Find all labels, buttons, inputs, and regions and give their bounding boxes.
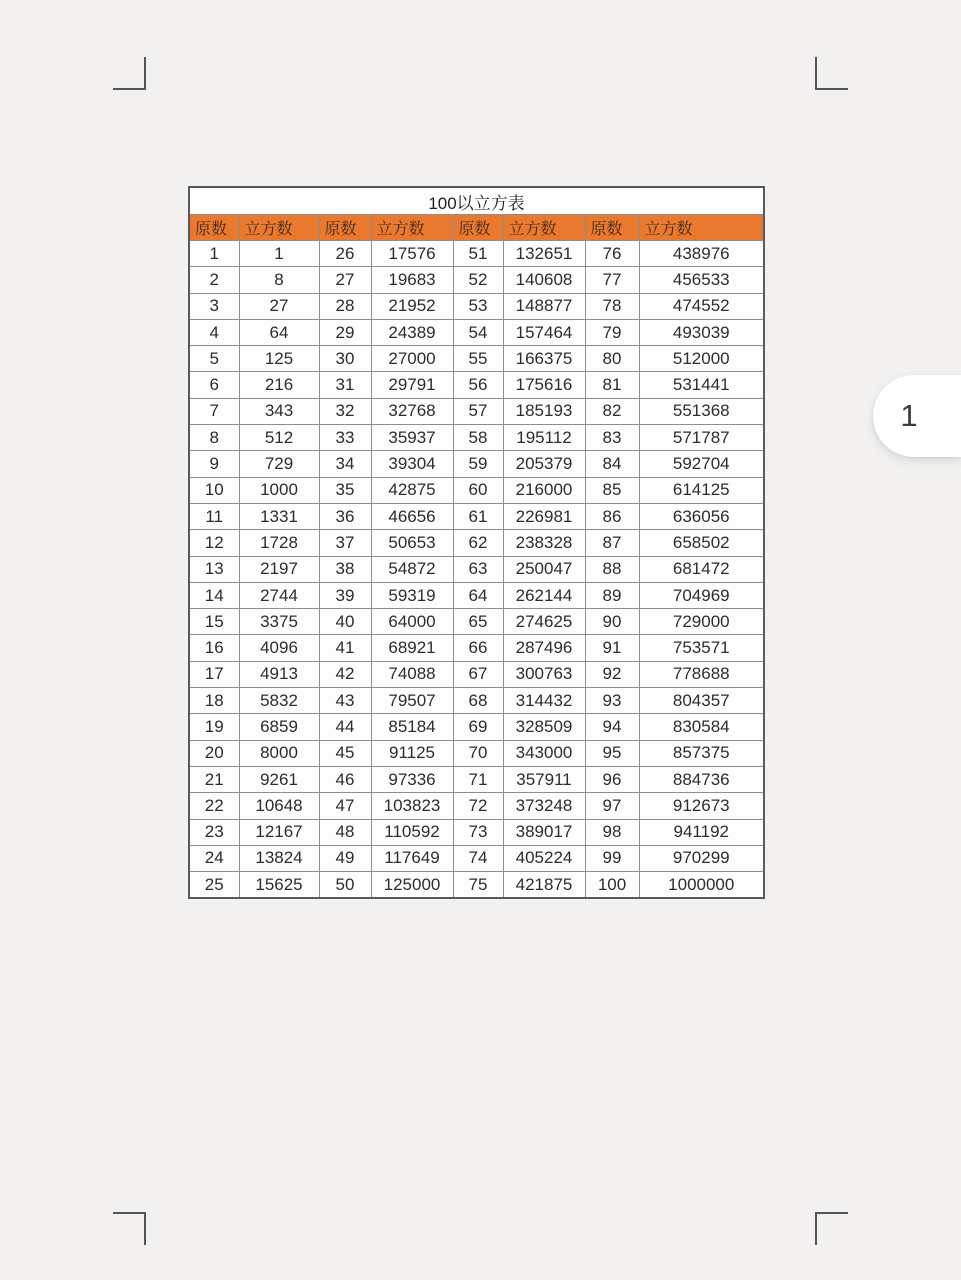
cell-base-number: 31 (319, 372, 371, 398)
cell-base-number: 42 (319, 661, 371, 687)
column-header-cube-3: 立方数 (503, 215, 585, 241)
cell-base-number: 72 (453, 793, 503, 819)
cell-base-number: 43 (319, 688, 371, 714)
cell-cube-value: 970299 (639, 845, 764, 871)
cell-base-number: 11 (189, 503, 239, 529)
cell-cube-value: 175616 (503, 372, 585, 398)
cell-cube-value: 24389 (371, 319, 453, 345)
cell-cube-value: 195112 (503, 425, 585, 451)
cell-cube-value: 54872 (371, 556, 453, 582)
cell-cube-value: 15625 (239, 872, 319, 899)
cell-base-number: 85 (585, 477, 639, 503)
cell-cube-value: 438976 (639, 241, 764, 267)
cell-cube-value: 884736 (639, 766, 764, 792)
cell-cube-value: 729 (239, 451, 319, 477)
cell-cube-value: 941192 (639, 819, 764, 845)
cell-cube-value: 91125 (371, 740, 453, 766)
cell-base-number: 83 (585, 425, 639, 451)
cell-cube-value: 531441 (639, 372, 764, 398)
cell-cube-value: 64 (239, 319, 319, 345)
cell-cube-value: 551368 (639, 398, 764, 424)
cell-cube-value: 74088 (371, 661, 453, 687)
cell-cube-value: 140608 (503, 267, 585, 293)
cell-base-number: 86 (585, 503, 639, 529)
cell-cube-value: 1000 (239, 477, 319, 503)
column-header-cube-2: 立方数 (371, 215, 453, 241)
cell-cube-value: 262144 (503, 582, 585, 608)
table-row (189, 688, 764, 714)
table-row (189, 556, 764, 582)
cell-cube-value: 373248 (503, 793, 585, 819)
cell-cube-value: 185193 (503, 398, 585, 424)
cell-base-number: 62 (453, 530, 503, 556)
cell-cube-value: 1331 (239, 503, 319, 529)
cell-cube-value: 42875 (371, 477, 453, 503)
cell-cube-value: 27000 (371, 346, 453, 372)
cell-cube-value: 857375 (639, 740, 764, 766)
cell-cube-value: 343 (239, 398, 319, 424)
cell-cube-value: 2197 (239, 556, 319, 582)
table-row (189, 714, 764, 740)
cell-cube-value: 29791 (371, 372, 453, 398)
cell-cube-value: 50653 (371, 530, 453, 556)
cell-cube-value: 226981 (503, 503, 585, 529)
cell-cube-value: 753571 (639, 635, 764, 661)
cell-cube-value: 103823 (371, 793, 453, 819)
cube-table-body (189, 241, 764, 899)
cell-cube-value: 512000 (639, 346, 764, 372)
cell-base-number: 18 (189, 688, 239, 714)
cell-cube-value: 681472 (639, 556, 764, 582)
cell-base-number: 87 (585, 530, 639, 556)
column-header-base-1: 原数 (189, 215, 239, 241)
cell-base-number: 61 (453, 503, 503, 529)
cell-cube-value: 614125 (639, 477, 764, 503)
cell-base-number: 58 (453, 425, 503, 451)
cell-base-number: 40 (319, 609, 371, 635)
cell-cube-value: 125000 (371, 872, 453, 899)
cell-base-number: 32 (319, 398, 371, 424)
table-row (189, 793, 764, 819)
cell-base-number: 92 (585, 661, 639, 687)
cell-cube-value: 474552 (639, 293, 764, 319)
cell-base-number: 30 (319, 346, 371, 372)
cell-cube-value: 421875 (503, 872, 585, 899)
crop-mark-bottom-right-icon (815, 1212, 848, 1245)
cell-base-number: 88 (585, 556, 639, 582)
table-row (189, 451, 764, 477)
cell-cube-value: 456533 (639, 267, 764, 293)
cell-base-number: 84 (585, 451, 639, 477)
cell-cube-value: 405224 (503, 845, 585, 871)
cell-base-number: 93 (585, 688, 639, 714)
cell-base-number: 4 (189, 319, 239, 345)
table-row (189, 740, 764, 766)
cell-cube-value: 4913 (239, 661, 319, 687)
cell-base-number: 24 (189, 845, 239, 871)
cell-cube-value: 64000 (371, 609, 453, 635)
cell-base-number: 3 (189, 293, 239, 319)
cell-base-number: 48 (319, 819, 371, 845)
table-header-row (189, 215, 764, 241)
cell-base-number: 80 (585, 346, 639, 372)
cell-cube-value: 314432 (503, 688, 585, 714)
cell-cube-value: 287496 (503, 635, 585, 661)
cell-base-number: 70 (453, 740, 503, 766)
cell-cube-value: 8000 (239, 740, 319, 766)
cell-base-number: 71 (453, 766, 503, 792)
cell-cube-value: 389017 (503, 819, 585, 845)
cell-base-number: 47 (319, 793, 371, 819)
table-row (189, 372, 764, 398)
cell-base-number: 79 (585, 319, 639, 345)
page-number: 1 (900, 398, 918, 433)
cell-cube-value: 35937 (371, 425, 453, 451)
cell-base-number: 52 (453, 267, 503, 293)
cell-base-number: 16 (189, 635, 239, 661)
cell-base-number: 39 (319, 582, 371, 608)
cell-cube-value: 3375 (239, 609, 319, 635)
cell-base-number: 10 (189, 477, 239, 503)
cell-cube-value: 912673 (639, 793, 764, 819)
cell-cube-value: 10648 (239, 793, 319, 819)
table-row (189, 819, 764, 845)
cell-base-number: 27 (319, 267, 371, 293)
cell-base-number: 68 (453, 688, 503, 714)
cell-cube-value: 157464 (503, 319, 585, 345)
cell-base-number: 35 (319, 477, 371, 503)
cell-base-number: 96 (585, 766, 639, 792)
cell-base-number: 45 (319, 740, 371, 766)
cell-base-number: 23 (189, 819, 239, 845)
cell-cube-value: 117649 (371, 845, 453, 871)
cell-base-number: 33 (319, 425, 371, 451)
table-row (189, 319, 764, 345)
cell-cube-value: 8 (239, 267, 319, 293)
cell-base-number: 63 (453, 556, 503, 582)
cell-cube-value: 704969 (639, 582, 764, 608)
table-row (189, 530, 764, 556)
cell-base-number: 59 (453, 451, 503, 477)
cell-base-number: 54 (453, 319, 503, 345)
cell-cube-value: 9261 (239, 766, 319, 792)
cell-base-number: 22 (189, 793, 239, 819)
cell-base-number: 28 (319, 293, 371, 319)
cell-cube-value: 571787 (639, 425, 764, 451)
cell-cube-value: 592704 (639, 451, 764, 477)
cell-base-number: 55 (453, 346, 503, 372)
cell-cube-value: 85184 (371, 714, 453, 740)
table-row (189, 872, 764, 899)
cell-base-number: 15 (189, 609, 239, 635)
cell-cube-value: 6859 (239, 714, 319, 740)
cube-table (188, 186, 765, 899)
cell-cube-value: 59319 (371, 582, 453, 608)
crop-mark-bottom-left-icon (113, 1212, 146, 1245)
cell-base-number: 57 (453, 398, 503, 424)
cell-cube-value: 2744 (239, 582, 319, 608)
cell-base-number: 25 (189, 872, 239, 899)
cell-base-number: 14 (189, 582, 239, 608)
cell-base-number: 73 (453, 819, 503, 845)
cell-base-number: 100 (585, 872, 639, 899)
cell-base-number: 78 (585, 293, 639, 319)
table-row (189, 609, 764, 635)
cell-cube-value: 32768 (371, 398, 453, 424)
cell-base-number: 38 (319, 556, 371, 582)
cell-base-number: 94 (585, 714, 639, 740)
cell-base-number: 49 (319, 845, 371, 871)
table-row (189, 241, 764, 267)
cell-base-number: 51 (453, 241, 503, 267)
cell-base-number: 8 (189, 425, 239, 451)
cell-base-number: 41 (319, 635, 371, 661)
cell-cube-value: 658502 (639, 530, 764, 556)
cell-base-number: 95 (585, 740, 639, 766)
cell-cube-value: 1 (239, 241, 319, 267)
cell-cube-value: 17576 (371, 241, 453, 267)
cell-cube-value: 110592 (371, 819, 453, 845)
cell-cube-value: 19683 (371, 267, 453, 293)
table-row (189, 845, 764, 871)
table-row (189, 582, 764, 608)
cell-base-number: 37 (319, 530, 371, 556)
cell-base-number: 50 (319, 872, 371, 899)
column-header-base-2: 原数 (319, 215, 371, 241)
cell-base-number: 98 (585, 819, 639, 845)
table-row (189, 635, 764, 661)
cell-base-number: 9 (189, 451, 239, 477)
table-row (189, 661, 764, 687)
cell-cube-value: 12167 (239, 819, 319, 845)
cell-base-number: 76 (585, 241, 639, 267)
cell-cube-value: 5832 (239, 688, 319, 714)
cell-cube-value: 778688 (639, 661, 764, 687)
cell-cube-value: 13824 (239, 845, 319, 871)
cell-base-number: 46 (319, 766, 371, 792)
cell-base-number: 69 (453, 714, 503, 740)
cell-base-number: 17 (189, 661, 239, 687)
cell-cube-value: 216 (239, 372, 319, 398)
cell-cube-value: 1000000 (639, 872, 764, 899)
table-row (189, 477, 764, 503)
cell-base-number: 36 (319, 503, 371, 529)
cell-cube-value: 357911 (503, 766, 585, 792)
cell-cube-value: 216000 (503, 477, 585, 503)
cell-cube-value: 493039 (639, 319, 764, 345)
table-row (189, 293, 764, 319)
cell-base-number: 29 (319, 319, 371, 345)
cell-base-number: 97 (585, 793, 639, 819)
column-header-base-4: 原数 (585, 215, 639, 241)
cell-base-number: 34 (319, 451, 371, 477)
column-header-cube-1: 立方数 (239, 215, 319, 241)
cell-cube-value: 830584 (639, 714, 764, 740)
page-number-badge[interactable] (873, 375, 961, 457)
cell-cube-value: 79507 (371, 688, 453, 714)
crop-mark-top-left-icon (113, 57, 146, 90)
table-row (189, 503, 764, 529)
cell-base-number: 81 (585, 372, 639, 398)
cell-cube-value: 238328 (503, 530, 585, 556)
cell-base-number: 56 (453, 372, 503, 398)
cell-cube-value: 729000 (639, 609, 764, 635)
table-row (189, 346, 764, 372)
cell-base-number: 21 (189, 766, 239, 792)
cell-cube-value: 166375 (503, 346, 585, 372)
cell-base-number: 74 (453, 845, 503, 871)
cell-cube-value: 328509 (503, 714, 585, 740)
cell-base-number: 20 (189, 740, 239, 766)
table-row (189, 425, 764, 451)
cell-base-number: 12 (189, 530, 239, 556)
table-title-row (189, 187, 764, 215)
cell-cube-value: 125 (239, 346, 319, 372)
cell-cube-value: 804357 (639, 688, 764, 714)
cell-base-number: 7 (189, 398, 239, 424)
cell-base-number: 60 (453, 477, 503, 503)
cell-base-number: 91 (585, 635, 639, 661)
cell-base-number: 66 (453, 635, 503, 661)
cell-cube-value: 205379 (503, 451, 585, 477)
cell-base-number: 75 (453, 872, 503, 899)
cell-base-number: 82 (585, 398, 639, 424)
table-row (189, 398, 764, 424)
cell-cube-value: 4096 (239, 635, 319, 661)
cell-base-number: 5 (189, 346, 239, 372)
cell-cube-value: 512 (239, 425, 319, 451)
cell-cube-value: 250047 (503, 556, 585, 582)
cell-cube-value: 68921 (371, 635, 453, 661)
cell-base-number: 44 (319, 714, 371, 740)
cell-base-number: 1 (189, 241, 239, 267)
cell-cube-value: 132651 (503, 241, 585, 267)
cell-cube-value: 636056 (639, 503, 764, 529)
cell-base-number: 26 (319, 241, 371, 267)
cell-base-number: 2 (189, 267, 239, 293)
cell-base-number: 67 (453, 661, 503, 687)
cell-cube-value: 300763 (503, 661, 585, 687)
column-header-base-3: 原数 (453, 215, 503, 241)
cell-base-number: 13 (189, 556, 239, 582)
cell-cube-value: 27 (239, 293, 319, 319)
cell-cube-value: 1728 (239, 530, 319, 556)
cell-cube-value: 39304 (371, 451, 453, 477)
table-title: 100以立方表 (189, 187, 764, 215)
column-header-cube-4: 立方数 (639, 215, 764, 241)
cell-base-number: 99 (585, 845, 639, 871)
cell-base-number: 65 (453, 609, 503, 635)
crop-mark-top-right-icon (815, 57, 848, 90)
cell-cube-value: 274625 (503, 609, 585, 635)
cell-base-number: 19 (189, 714, 239, 740)
cell-base-number: 90 (585, 609, 639, 635)
cell-cube-value: 97336 (371, 766, 453, 792)
cell-base-number: 64 (453, 582, 503, 608)
cell-base-number: 77 (585, 267, 639, 293)
cell-cube-value: 148877 (503, 293, 585, 319)
table-row (189, 766, 764, 792)
cell-cube-value: 343000 (503, 740, 585, 766)
cell-base-number: 53 (453, 293, 503, 319)
table-row (189, 267, 764, 293)
cell-base-number: 6 (189, 372, 239, 398)
cell-cube-value: 21952 (371, 293, 453, 319)
cell-base-number: 89 (585, 582, 639, 608)
cell-cube-value: 46656 (371, 503, 453, 529)
